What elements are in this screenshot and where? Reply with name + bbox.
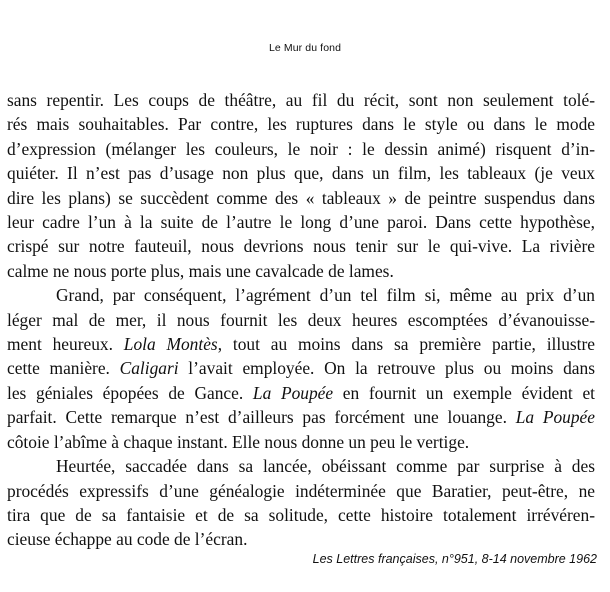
text-segment: l’avait employée. On la retrouve plus ou moins dans	[178, 358, 595, 379]
text-segment: dire les plans) se succèdent comme des « tableaux » de peintre suspendus dans	[7, 187, 595, 208]
text-segment: ment heureux.	[7, 334, 124, 355]
text-line	[7, 479, 595, 503]
text-segment: tira que de sa fantaisie et de sa solitude, cette histoire totalement irrévéren-	[7, 504, 595, 525]
film-title: La Poupée	[252, 382, 334, 403]
text-line	[7, 88, 595, 112]
text-segment: parfait. Cette remarque n’est d’ailleurs pas forcément une louange.	[7, 407, 516, 428]
text-line	[7, 356, 595, 380]
text-segment: quiéter. Il n’est pas d’usage non plus que, dans un film, les tableaux (je veux	[7, 163, 595, 184]
text-line	[7, 186, 595, 210]
text-segment: les géniales épopées de Gance.	[7, 382, 253, 403]
text-segment: , tout au moins dans sa première partie, illustre	[217, 334, 596, 355]
text-segment: cieuse échappe au code de l’écran.	[7, 529, 248, 550]
text-line	[7, 210, 595, 234]
text-segment: en fournit un exemple évident et	[333, 382, 595, 403]
text-line	[7, 161, 595, 185]
text-line	[7, 430, 595, 454]
text-segment: leur cadre l’un à la suite de l’autre le long d’une paroi. Dans cette hypothèse,	[7, 212, 595, 233]
text-segment: d’expression (mélanger les couleurs, le noir : le dessin animé) risquent d’in-	[7, 138, 595, 159]
text-line	[7, 332, 595, 356]
text-line	[7, 137, 595, 161]
text-line	[7, 283, 595, 307]
text-segment: Heurtée, saccadée dans sa lancée, obéissant comme par surprise à des	[56, 456, 595, 477]
text-line	[7, 234, 595, 258]
text-segment: procédés expressifs d’une généalogie indéterminée que Baratier, peut-être, ne	[7, 480, 595, 501]
film-title: Lola Montès	[123, 334, 218, 355]
article-body	[7, 88, 595, 552]
film-title: Caligari	[119, 358, 179, 379]
text-segment: calme ne nous porte plus, mais une cavalcade de lames.	[7, 260, 394, 281]
source-citation: Les Lettres françaises, n°951, 8-14 novembre 1962	[312, 552, 597, 566]
text-line	[7, 503, 595, 527]
text-segment: rés mais souhaitables. Par contre, les ruptures dans le style ou dans le mode	[7, 114, 595, 135]
text-line	[7, 405, 595, 429]
text-line	[7, 112, 595, 136]
text-segment: Grand, par conséquent, l’agrément d’un tel film si, même au prix d’un	[56, 285, 595, 306]
running-header: Le Mur du fond	[268, 42, 342, 54]
text-line	[7, 454, 595, 478]
text-segment: léger mal de mer, il nous fournit les deux heures escomptées d’évanouisse-	[7, 309, 595, 330]
text-line	[7, 308, 595, 332]
text-segment: sans repentir. Les coups de théâtre, au fil du récit, sont non seulement tolé-	[7, 90, 595, 110]
text-segment: cette manière.	[7, 358, 120, 379]
text-segment: crispé sur notre fauteuil, nous devrions nous tenir sur le qui-vive. La rivière	[7, 236, 595, 257]
film-title: La Poupée	[515, 407, 595, 428]
text-line	[7, 259, 595, 283]
text-segment: côtoie l’abîme à chaque instant. Elle nous donne un peu le vertige.	[7, 431, 470, 452]
text-line	[7, 527, 595, 551]
text-line	[7, 381, 595, 405]
